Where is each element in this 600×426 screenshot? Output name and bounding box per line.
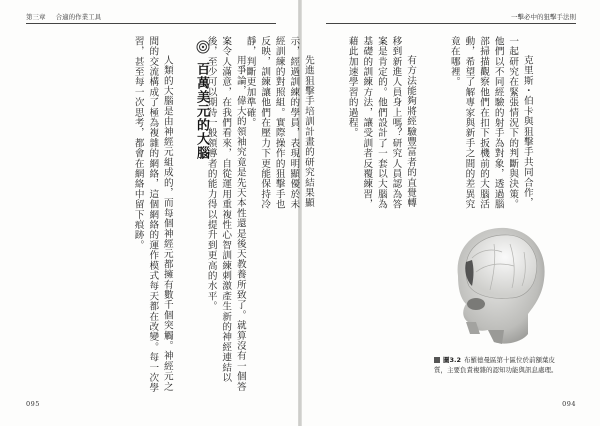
right-running-head: 一擊必中的狙擊手法則 [511, 13, 576, 21]
left-running-head [26, 12, 101, 21]
section-title: 百萬美元的大腦 [194, 62, 209, 160]
caption-marker-icon [434, 357, 440, 363]
left-paragraph-2: 人類的大腦是由神經元組成的，而每個神經元都擁有數千個突觸。神經元之間的交流構成了極為複雜的網絡，這個網絡的運作模式每天都在改變。每一次學習，甚至每一次思考，都會在網絡中留下痕跡。 [132, 36, 173, 393]
page-number-right: 094 [562, 400, 576, 408]
right-paragraph-2: 有方法能夠將經驗豐富者的直覺轉移到新進人員身上嗎？研究人員認為答案是肯定的。他們設計了一套以大腦為基礎的訓練方法，讓受訓者反覆練習，藉此加速學習的過程。 [346, 36, 417, 210]
figure-caption [434, 356, 564, 375]
skull-brain-figure [436, 218, 554, 350]
header-rule-left [26, 23, 276, 24]
figure-number: 圖3.2 [443, 356, 462, 364]
right-paragraph-1: 克里斯・伯卡與狙擊手共同合作，一起研究在緊張情況下的判斷與決策。他們以不同經驗的射手為對象，透過腦部掃描觀察他們在扣下扳機前的大腦活動，希望了解專家與新手之間的差異究竟在哪裡。 [448, 36, 533, 210]
page-number-left: 095 [26, 400, 40, 408]
chapter-label: 第三章 [26, 13, 46, 21]
right-page-body [244, 36, 563, 214]
right-paragraph-3: 先進狙擊手培訓計畫的研究結果顯示，經過訓練的學員，表現明顯優於未經訓練的對照組。實際操作的狙擊手也反映，訓練讓他們在壓力下更能保持冷靜，判斷更加準確。 [244, 36, 314, 210]
header-rule-right [326, 23, 576, 24]
chapter-title: 合適的作業工具 [55, 13, 102, 21]
figure-caption-text: 布羅德曼區第十區位於前額葉皮質，主要負責複雜的認知功能與訊息處理。 [434, 356, 558, 374]
left-paragraph-1: 用爭論，偉大的領袖究竟是先天本性還是後天教養所致了。就算沒有一個答案令人滿意，在我們看來，自從運用重複性心智訓練刺激產生新的神經連結以後，至少可以期待一般領導者的能力得以提升到更高的水平。 [205, 36, 246, 392]
target-icon [196, 40, 210, 54]
